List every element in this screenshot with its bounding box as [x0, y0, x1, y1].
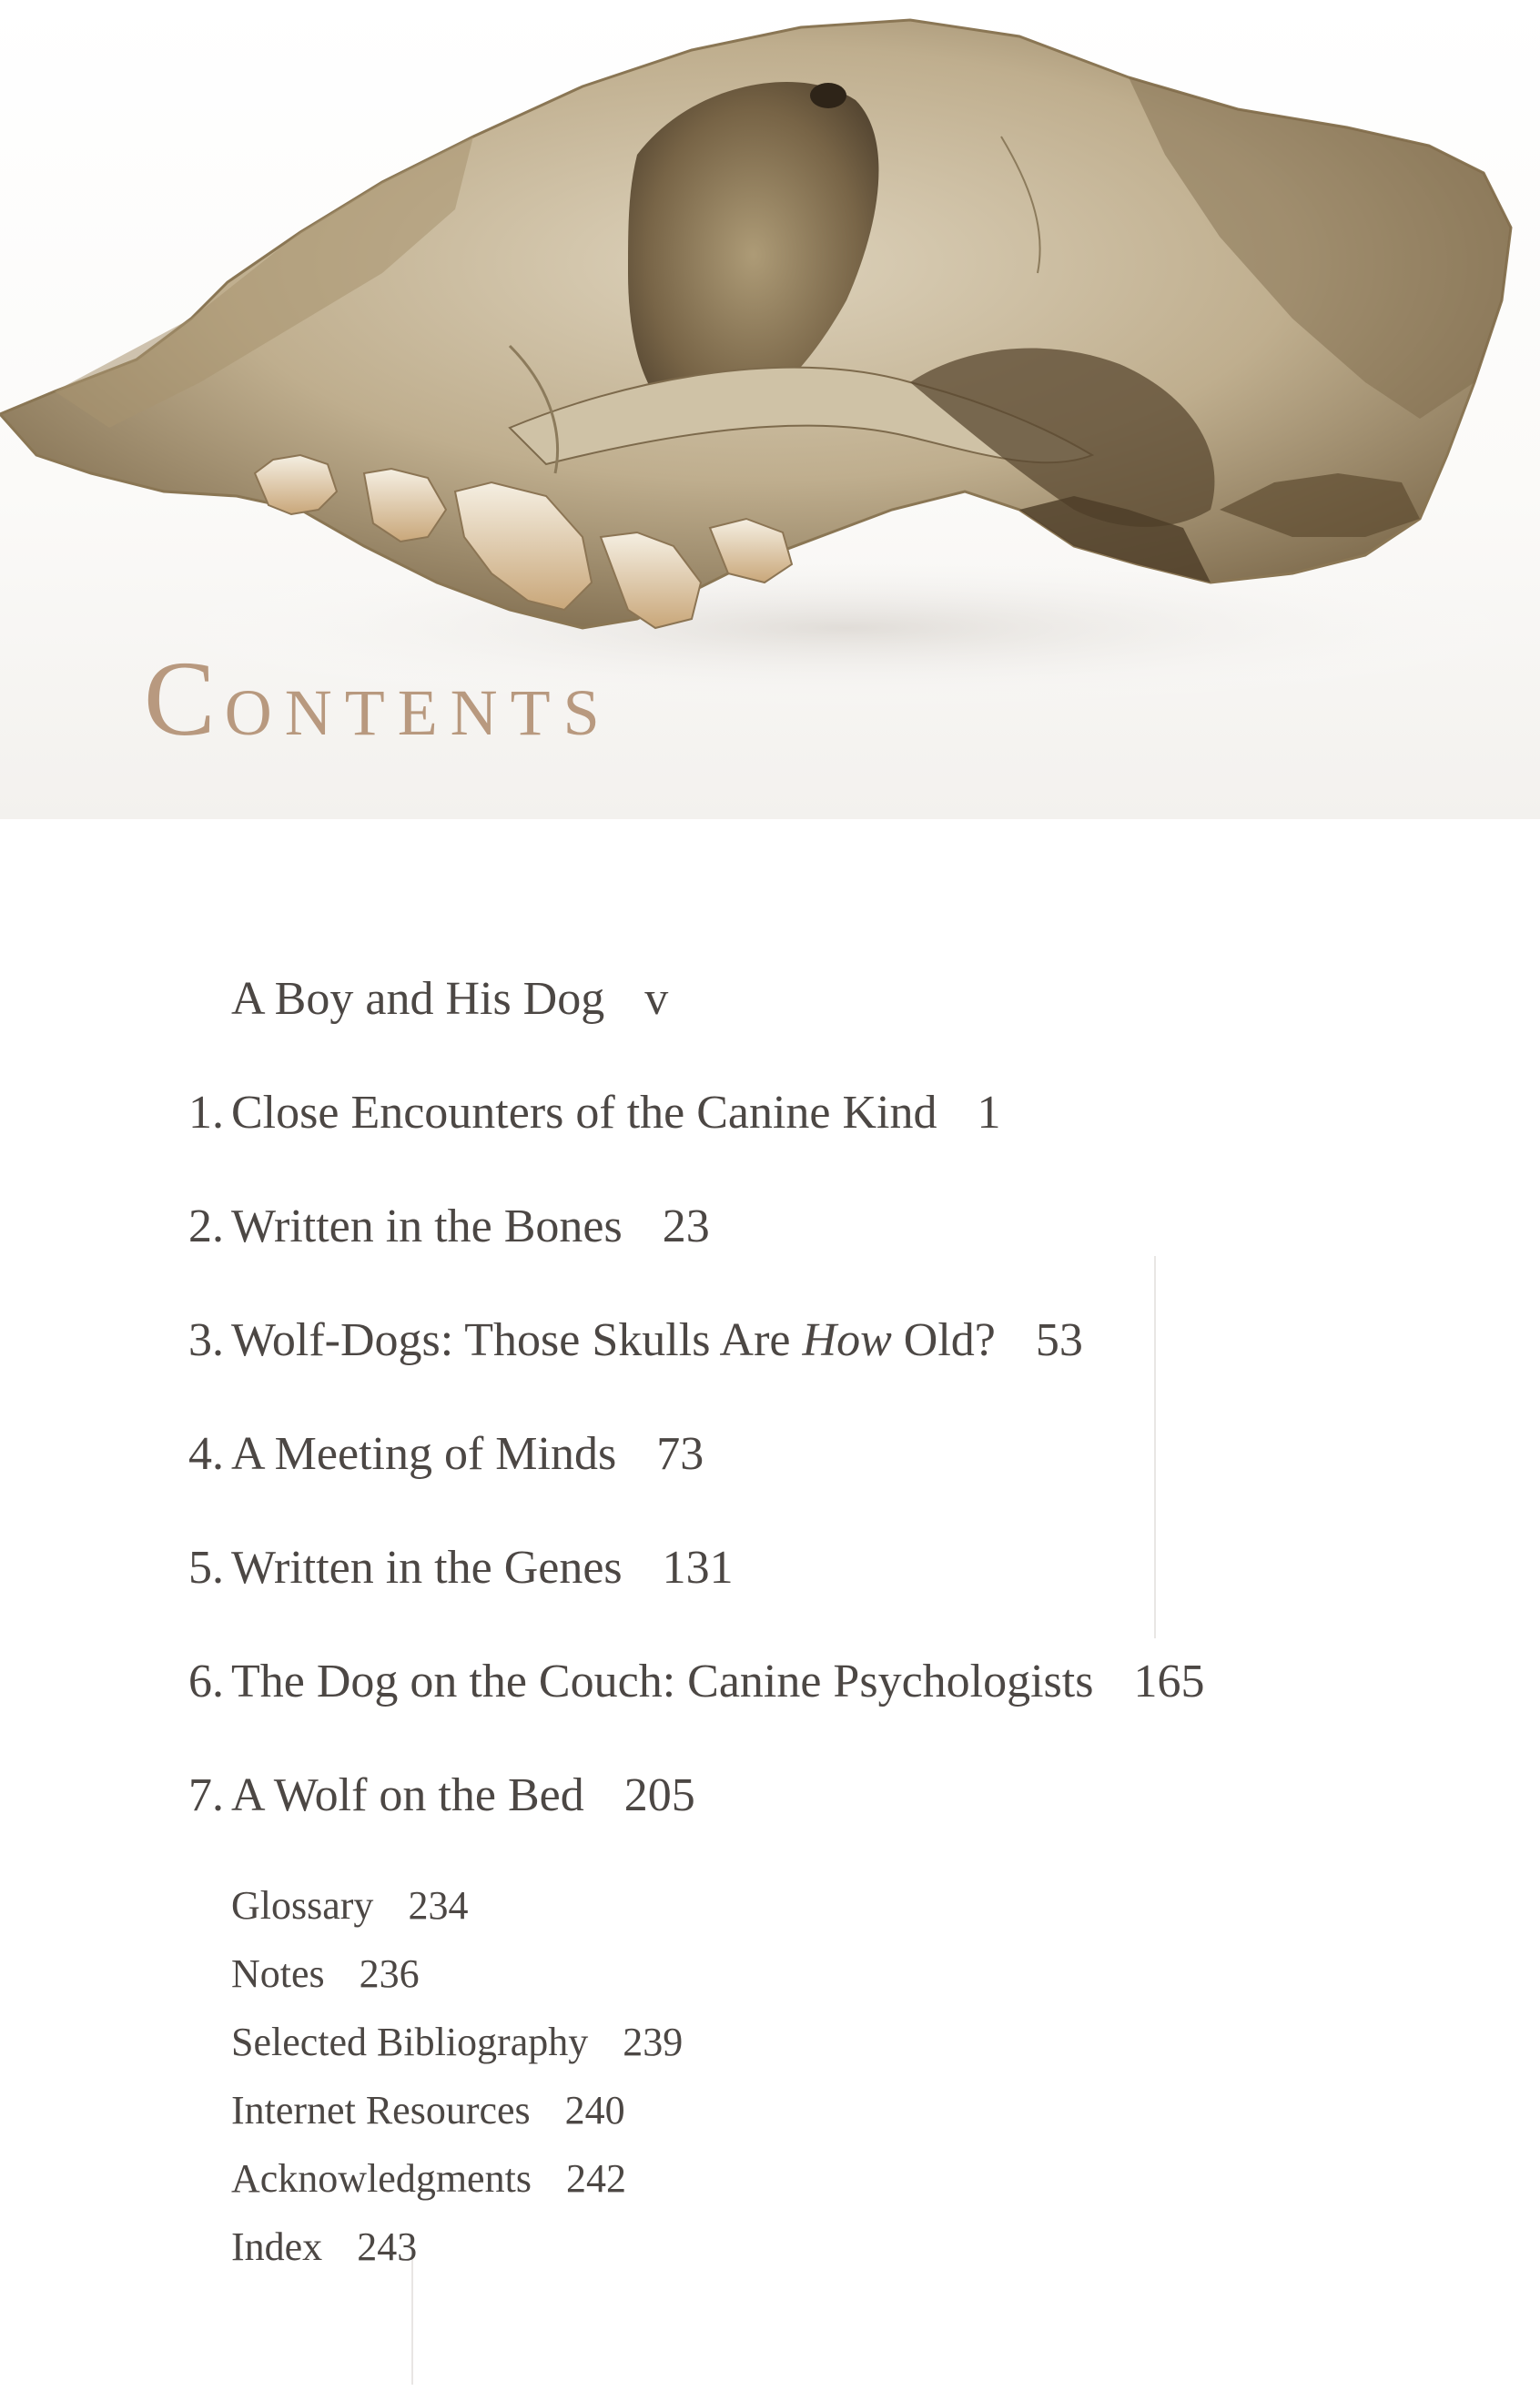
chapter-entry-1[interactable]	[188, 1086, 1001, 1140]
back-matter-label: Glossary	[231, 1883, 374, 1928]
chapter-title: A Wolf on the Bed	[231, 1769, 584, 1821]
contents-heading-rest: ONTENTS	[224, 676, 613, 749]
back-matter-page: 242	[565, 2156, 626, 2201]
chapter-page: 131	[662, 1542, 734, 1594]
chapter-number: 3.	[188, 1314, 224, 1366]
back-matter-entry-internet-resources[interactable]	[231, 2087, 625, 2134]
chapter-number: 6.	[188, 1656, 224, 1707]
chapter-entry-3[interactable]	[188, 1313, 1083, 1368]
chapter-number: 7.	[188, 1769, 224, 1821]
back-matter-page: 240	[564, 2088, 625, 2133]
back-matter-entry-acknowledgments[interactable]	[231, 2155, 626, 2203]
back-matter-entry-notes[interactable]	[231, 1950, 420, 1998]
chapter-title-end: Old?	[891, 1314, 996, 1366]
chapter-title-start: Wolf-Dogs: Those Skulls Are	[231, 1314, 803, 1366]
header-image-area	[0, 0, 1540, 819]
chapter-page: 53	[1035, 1314, 1083, 1366]
front-matter-label: A Boy and His Dog	[231, 973, 605, 1025]
back-matter-page: 236	[359, 1951, 420, 1996]
chapter-page: 165	[1133, 1656, 1205, 1707]
chapter-title: Written in the Bones	[231, 1201, 623, 1252]
chapter-entry-4[interactable]	[188, 1427, 704, 1482]
back-matter-entry-index[interactable]	[231, 2224, 417, 2271]
chapter-entry-7[interactable]	[188, 1768, 695, 1823]
chapter-page: 205	[623, 1769, 695, 1821]
contents-heading	[144, 637, 613, 761]
back-matter-label: Notes	[231, 1951, 325, 1996]
chapter-number: 2.	[188, 1201, 224, 1252]
back-matter-entry-glossary[interactable]	[231, 1882, 468, 1930]
chapter-entry-5[interactable]	[188, 1541, 734, 1596]
chapter-title: A Meeting of Minds	[231, 1428, 617, 1480]
chapter-entry-2[interactable]	[188, 1200, 710, 1254]
back-matter-page: 234	[408, 1883, 469, 1928]
front-matter-entry[interactable]	[231, 972, 668, 1027]
chapter-page: 1	[977, 1087, 1001, 1139]
chapter-page: 23	[662, 1201, 710, 1252]
back-matter-label: Selected Bibliography	[231, 2020, 589, 2064]
chapter-title: The Dog on the Couch: Canine Psychologists	[231, 1656, 1094, 1707]
chapter-number: 5.	[188, 1542, 224, 1594]
chapter-title: Close Encounters of the Canine Kind	[231, 1087, 937, 1139]
contents-heading-initial: C	[144, 639, 225, 758]
front-matter-page: v	[644, 973, 669, 1025]
back-matter-page: 243	[357, 2224, 418, 2269]
scan-artifact	[1154, 1256, 1156, 1638]
back-matter-entry-bibliography[interactable]	[231, 2019, 683, 2066]
chapter-title-emphasis: How	[802, 1314, 892, 1366]
back-matter-label: Internet Resources	[231, 2088, 531, 2133]
chapter-entry-6[interactable]	[188, 1655, 1205, 1709]
back-matter-label: Index	[231, 2224, 323, 2269]
chapter-page: 73	[656, 1428, 704, 1480]
chapter-title: Written in the Genes	[231, 1542, 623, 1594]
chapter-number: 1.	[188, 1087, 224, 1139]
chapter-number: 4.	[188, 1428, 224, 1480]
back-matter-label: Acknowledgments	[231, 2156, 532, 2201]
back-matter-page: 239	[623, 2020, 684, 2064]
